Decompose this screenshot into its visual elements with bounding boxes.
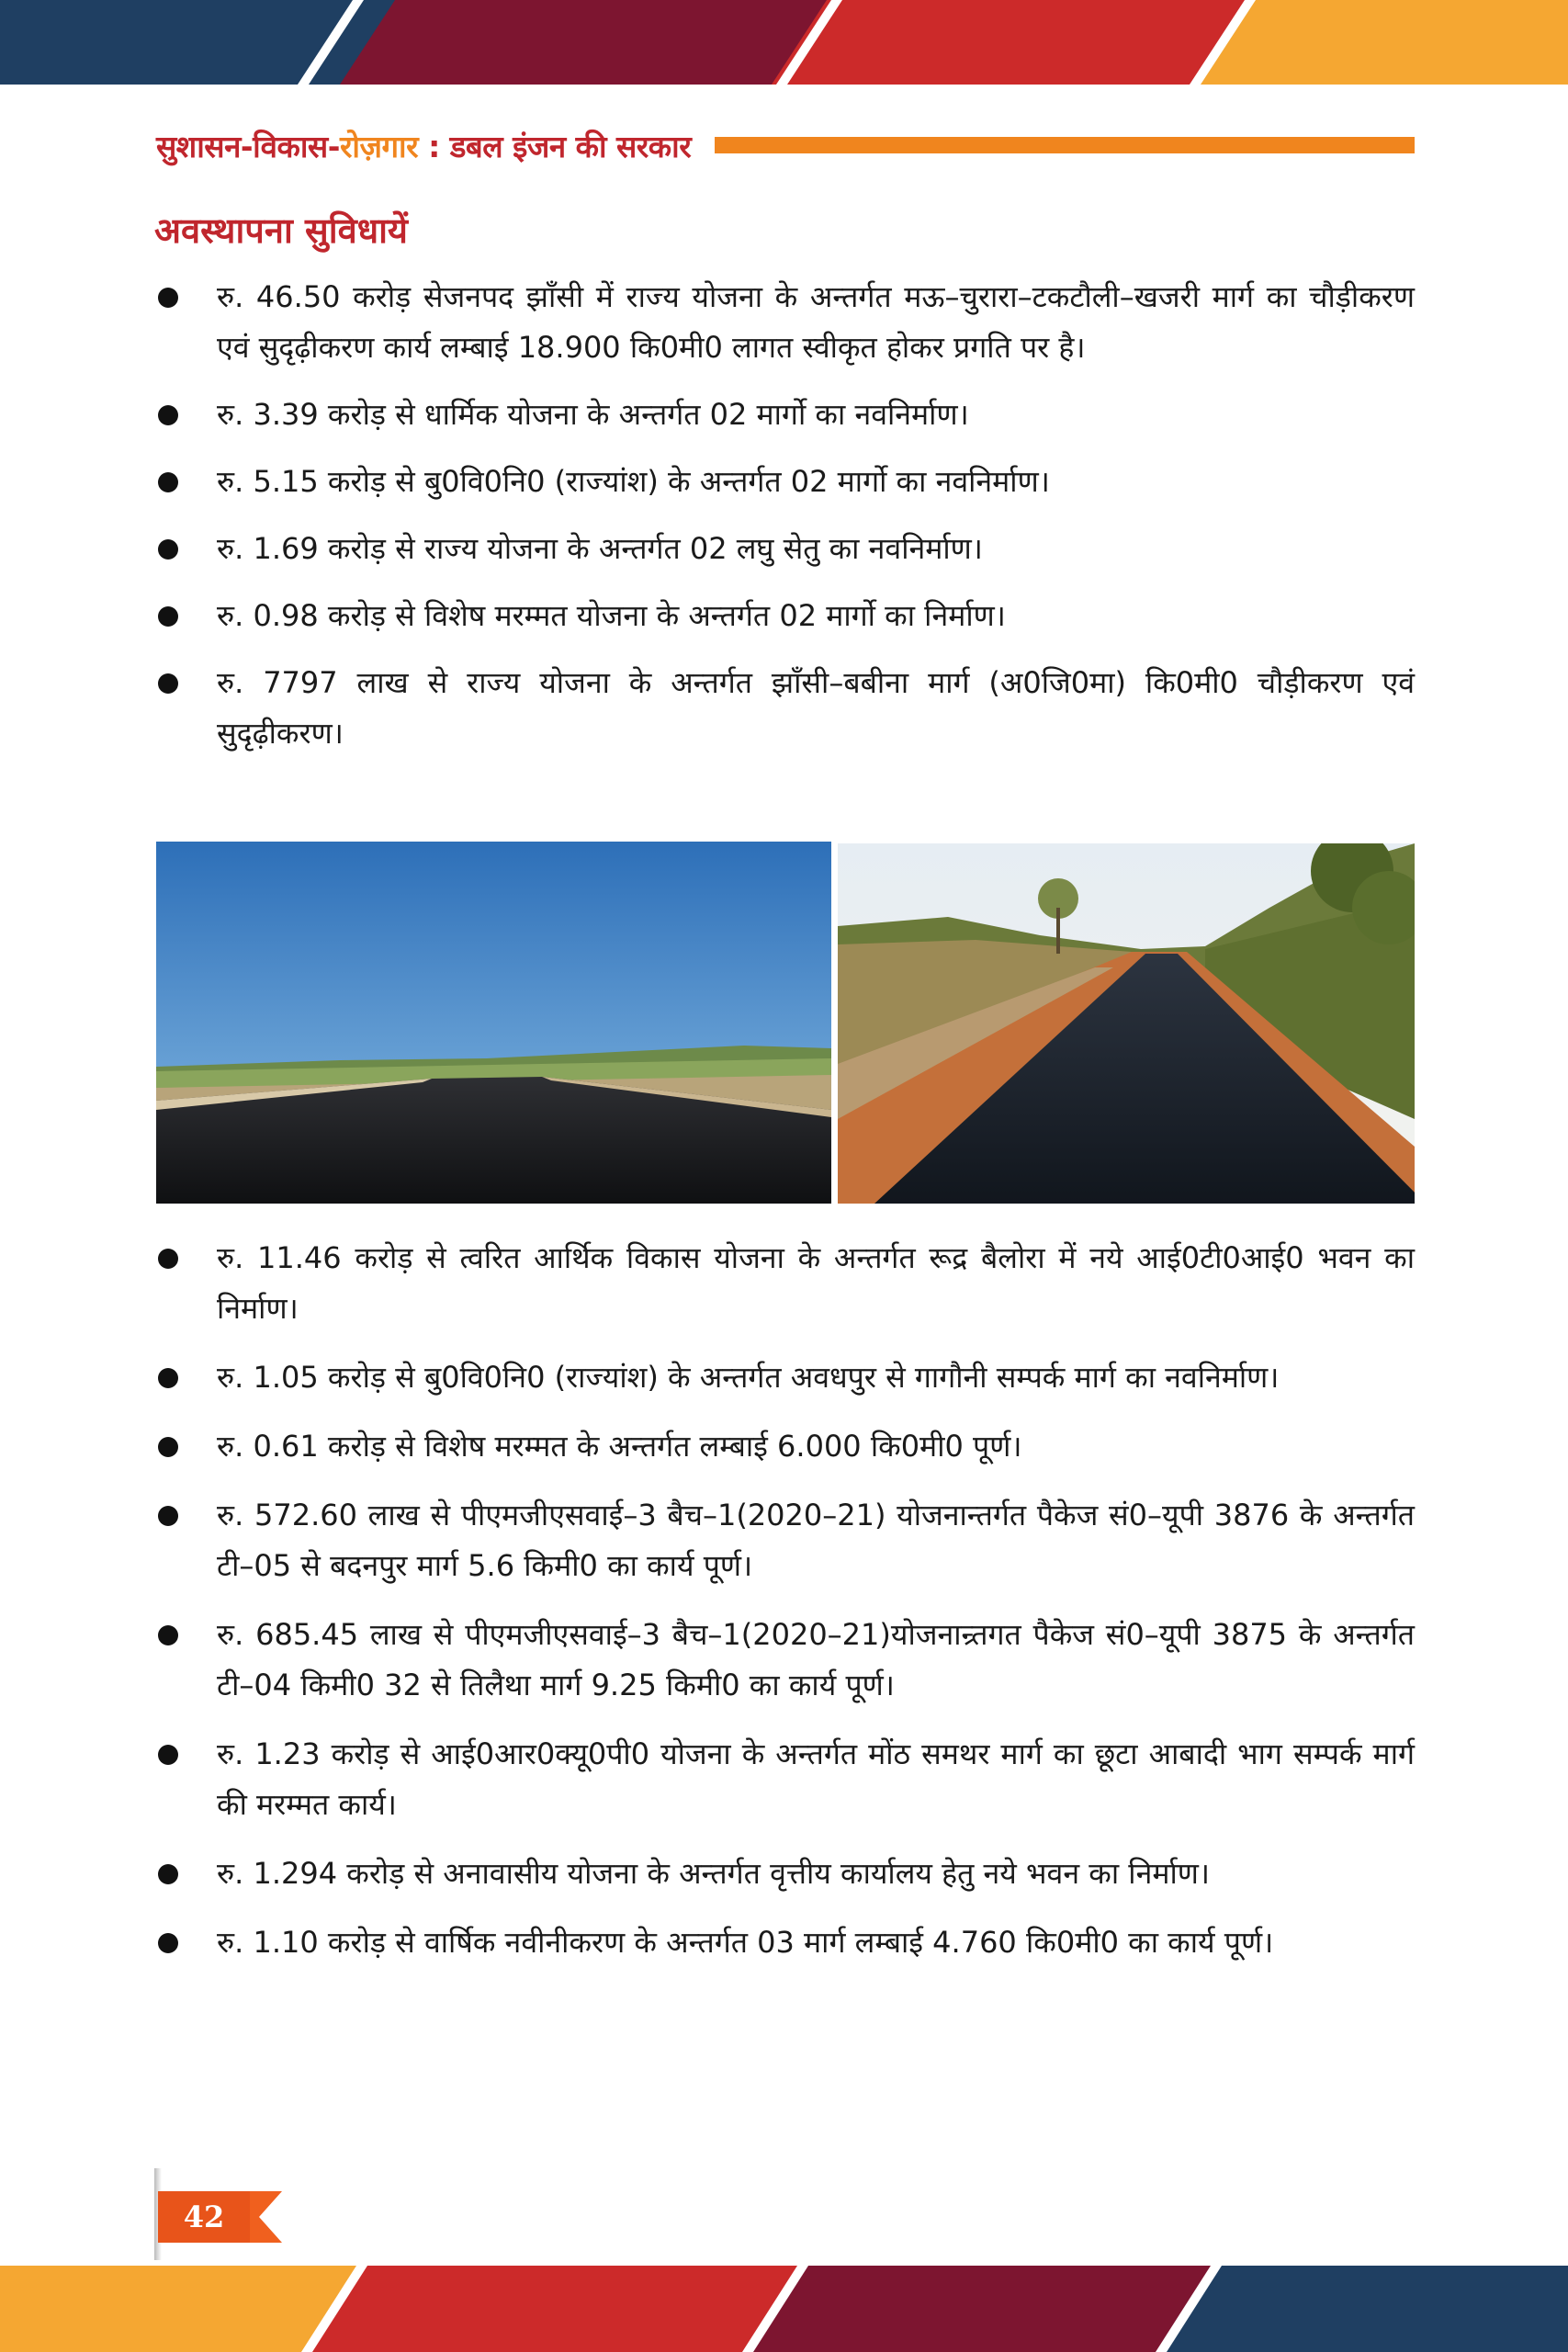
list-item: रु. 1.294 करोड़ से अनावासीय योजना के अन्तर्गत वृत्तीय कार्यालय हेतु नये भवन का निर्माण। [154, 1849, 1415, 1899]
bullet-icon [158, 1506, 178, 1526]
list-item: रु. 11.46 करोड़ से त्वरित आर्थिक विकास योजना के अन्तर्गत रूद्र बैलोरा में नये आई0टी0आई0 भवन का निर्माण। [154, 1233, 1415, 1334]
header-title: सुशासन-विकास-रोज़गार : डबल इंजन की सरकार [156, 128, 692, 164]
list-item: रु. 1.69 करोड़ से राज्य योजना के अन्तर्गत 02 लघु सेतु का नवनिर्माण। [154, 524, 1415, 574]
list-item: रु. 1.10 करोड़ से वार्षिक नवीनीकरण के अन्तर्गत 03 मार्ग लम्बाई 4.760 कि0मी0 का कार्य पूर्ण। [154, 1917, 1415, 1968]
bullet-icon [158, 1933, 178, 1953]
bullet-icon [158, 288, 178, 308]
list-item: रु. 572.60 लाख से पीएमजीएसवाई–3 बैच–1(2020–21) योजनान्तर्गत पैकेज सं0–यूपी 3876 के अन्तर्गत टी–05 से बदनपुर मार्ग 5.6 किमी0 का कार्य पूर्ण। [154, 1490, 1415, 1591]
bullet-icon [158, 1864, 178, 1884]
bullet-icon [158, 405, 178, 425]
road-photo-left [156, 842, 831, 1204]
list-item: रु. 5.15 करोड़ से बु0वि0नि0 (राज्यांश) के अन्तर्गत 02 मार्गो का नवनिर्माण। [154, 457, 1415, 507]
list-item: रु. 0.61 करोड़ से विशेष मरम्मत के अन्तर्गत लम्बाई 6.000 कि0मी0 पूर्ण। [154, 1421, 1415, 1472]
road-photo-right [838, 843, 1415, 1204]
bullet-list-top [154, 272, 1415, 775]
list-item: रु. 1.05 करोड़ से बु0वि0नि0 (राज्यांश) के अन्तर्गत अवधपुर से गागौनी सम्पर्क मार्ग का नवनिर्माण। [154, 1352, 1415, 1403]
running-header [156, 127, 1415, 164]
bullet-icon [158, 1745, 178, 1765]
bullet-icon [158, 1437, 178, 1457]
bullet-icon [158, 1368, 178, 1388]
list-item: रु. 1.23 करोड़ से आई0आर0क्यू0पी0 योजना के अन्तर्गत मोंठ समथर मार्ग का छूटा आबादी भाग सम्पर्क मार्ग की मरम्मत कार्य। [154, 1729, 1415, 1830]
bullet-list-bottom [154, 1233, 1415, 1986]
bullet-icon [158, 1625, 178, 1645]
bullet-icon [158, 606, 178, 627]
page-number: 42 [183, 2199, 225, 2234]
section-title: अवस्थापना सुविधायें [154, 209, 408, 251]
bullet-icon [158, 472, 178, 492]
header-rule [715, 137, 1415, 153]
top-color-band [0, 0, 1568, 85]
list-item: रु. 0.98 करोड़ से विशेष मरम्मत योजना के अन्तर्गत 02 मार्गो का निर्माण। [154, 591, 1415, 641]
bullet-icon [158, 1249, 178, 1269]
list-item: रु. 3.39 करोड़ से धार्मिक योजना के अन्तर्गत 02 मार्गो का नवनिर्माण। [154, 390, 1415, 440]
list-item: रु. 685.45 लाख से पीएमजीएसवाई–3 बैच–1(2020–21)योजनान्र्तगत पैकेज सं0–यूपी 3875 के अन्तर्गत टी–04 किमी0 32 से तिलैथा मार्ग 9.25 किमी0 का कार्य पूर्ण। [154, 1610, 1415, 1711]
list-item: रु. 7797 लाख से राज्य योजना के अन्तर्गत झाँसी–बबीना मार्ग (अ0जि0मा) कि0मी0 चौड़ीकरण एवं सुदृढ़ीकरण। [154, 658, 1415, 759]
bullet-icon [158, 673, 178, 694]
bottom-color-band [0, 2266, 1568, 2352]
page-number-tab [158, 2191, 282, 2243]
bullet-icon [158, 539, 178, 560]
list-item: रु. 46.50 करोड़ सेजनपद झाँसी में राज्य योजना के अन्तर्गत मऊ–चुरारा–टकटौली–खजरी मार्ग का चौड़ीकरण एवं सुदृढ़ीकरण कार्य लम्बाई 18.900 कि0मी0 लागत स्वीकृत होकर प्रगति पर है। [154, 272, 1415, 373]
